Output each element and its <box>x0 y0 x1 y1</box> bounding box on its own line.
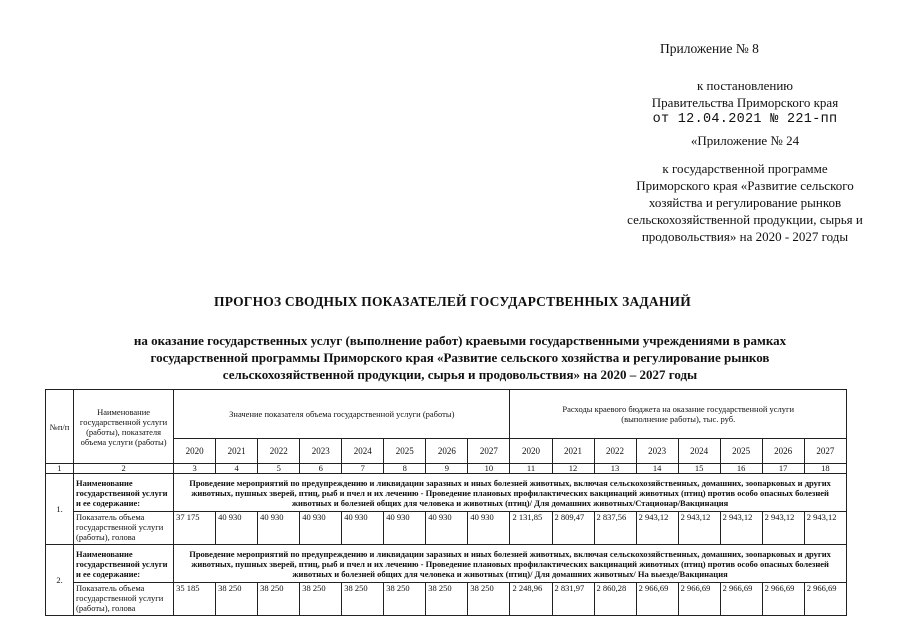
volume-cell: 40 930 <box>468 512 510 545</box>
volume-cell: 38 250 <box>468 583 510 616</box>
column-number: 4 <box>216 464 258 474</box>
volume-cell: 40 930 <box>258 512 300 545</box>
column-number: 3 <box>174 464 216 474</box>
indicator-label: Показатель объема государственной услуги (работы), голова <box>74 512 174 545</box>
budget-cell: 2 943,12 <box>720 512 762 545</box>
col-number-header: №п/п <box>46 390 74 464</box>
program-ref-line: сельскохозяйственной продукции, сырья и <box>627 212 863 227</box>
column-number: 6 <box>300 464 342 474</box>
year-header: 2023 <box>300 439 342 464</box>
volume-cell: 37 175 <box>174 512 216 545</box>
budget-cell: 2 831,97 <box>552 583 594 616</box>
indicator-row <box>46 512 847 545</box>
budget-cell: 2 943,12 <box>636 512 678 545</box>
volume-cell: 40 930 <box>426 512 468 545</box>
volume-cell: 38 250 <box>384 583 426 616</box>
column-number: 5 <box>258 464 300 474</box>
column-number: 1 <box>46 464 74 474</box>
column-number: 7 <box>342 464 384 474</box>
budget-cell: 2 943,12 <box>762 512 804 545</box>
budget-cell: 2 966,69 <box>720 583 762 616</box>
volume-cell: 38 250 <box>258 583 300 616</box>
year-header: 2025 <box>720 439 762 464</box>
budget-cell: 2 943,12 <box>804 512 846 545</box>
service-description: Проведение мероприятий по предупреждению и ликвидации заразных и иных болезней животных, включая сельскохозяйственных, домашних, зоопарковых и других животных, пушных зверей, птиц, рыб и пчел и их лечению - Проведение плановых профилактических вакцинаций животных (птиц) против особо опасных болезней животных и болезней общих для человека и животных (птиц)/ Для домашних животных/ На выезде/Вакцинация <box>174 545 847 583</box>
indicator-row <box>46 583 847 616</box>
budget-cell: 2 943,12 <box>678 512 720 545</box>
year-header: 2022 <box>594 439 636 464</box>
volume-cell: 35 185 <box>174 583 216 616</box>
volume-cell: 40 930 <box>384 512 426 545</box>
year-header: 2024 <box>678 439 720 464</box>
column-number: 14 <box>636 464 678 474</box>
section-row <box>46 474 847 512</box>
column-number: 18 <box>804 464 846 474</box>
budget-cell: 2 860,28 <box>594 583 636 616</box>
year-header: 2023 <box>636 439 678 464</box>
government-line: Правительства Приморского края <box>651 95 839 110</box>
section-row <box>46 545 847 583</box>
subtitle-line: на оказание государственных услуг (выполнение работ) краевыми государственными учреждениями в рамках <box>133 333 787 348</box>
column-number: 8 <box>384 464 426 474</box>
document-subtitle <box>115 332 805 383</box>
budget-cell: 2 837,56 <box>594 512 636 545</box>
appendix-24-line: «Приложение № 24 <box>690 133 800 148</box>
volume-cell: 38 250 <box>426 583 468 616</box>
indicator-label: Показатель объема государственной услуги (работы), голова <box>74 583 174 616</box>
year-header: 2026 <box>426 439 468 464</box>
col-name-header: Наименование государственной услуги (работы), показателя объема услуги (работы) <box>74 390 174 464</box>
document-title: ПРОГНОЗ СВОДНЫХ ПОКАЗАТЕЛЕЙ ГОСУДАРСТВЕННЫХ ЗАДАНИЙ <box>214 294 691 309</box>
year-header: 2027 <box>804 439 846 464</box>
year-header: 2020 <box>510 439 552 464</box>
appendix-number: Приложение № 8 <box>660 41 759 56</box>
subtitle-line: государственной программы Приморского края «Развитие сельского хозяйства и регулирование рынков <box>150 350 770 365</box>
program-ref-line: Приморского края «Развитие сельского <box>636 178 854 193</box>
year-header: 2020 <box>174 439 216 464</box>
budget-cell: 2 131,85 <box>510 512 552 545</box>
year-header: 2024 <box>342 439 384 464</box>
subtitle-line: сельскохозяйственной продукции, сырья и продовольствия» на 2020 – 2027 годы <box>222 367 698 382</box>
budget-cell: 2 966,69 <box>804 583 846 616</box>
decree-date-number: от 12.04.2021 № 221-пп <box>652 112 838 127</box>
column-number: 13 <box>594 464 636 474</box>
column-numbers-row <box>46 464 847 474</box>
program-ref-line: продовольствия» на 2020 - 2027 годы <box>641 229 849 244</box>
section-number: 2. <box>46 545 74 616</box>
service-description: Проведение мероприятий по предупреждению и ликвидации заразных и иных болезней животных, включая сельскохозяйственных, домашних, зоопарковых и других животных, пушных зверей, птиц, рыб и пчел и их лечению - Проведение плановых профилактических вакцинаций животных (птиц) против особо опасных болезней животных и болезней общих для человека и животных (птиц)/ Для домашних животных/Стационар/Вакцинация <box>174 474 847 512</box>
volume-cell: 38 250 <box>342 583 384 616</box>
column-number: 9 <box>426 464 468 474</box>
volume-cell: 40 930 <box>216 512 258 545</box>
column-number: 11 <box>510 464 552 474</box>
volume-group-header: Значение показателя объема государственной услуги (работы) <box>174 390 510 439</box>
header-row <box>46 390 847 439</box>
volume-cell: 38 250 <box>216 583 258 616</box>
year-header: 2022 <box>258 439 300 464</box>
volume-cell: 38 250 <box>300 583 342 616</box>
budget-cell: 2 809,47 <box>552 512 594 545</box>
year-header: 2025 <box>384 439 426 464</box>
budget-cell: 2 966,69 <box>636 583 678 616</box>
budget-cell: 2 248,96 <box>510 583 552 616</box>
section-name-label: Наименование государственной услуги и ее содержание: <box>74 545 174 583</box>
decree-reference <box>600 77 890 149</box>
to-decree-line: к постановлению <box>696 78 794 93</box>
year-header: 2021 <box>552 439 594 464</box>
program-reference <box>590 160 900 245</box>
column-number: 17 <box>762 464 804 474</box>
year-header: 2021 <box>216 439 258 464</box>
section-name-label: Наименование государственной услуги и ее содержание: <box>74 474 174 512</box>
column-number: 10 <box>468 464 510 474</box>
section-number: 1. <box>46 474 74 545</box>
column-number: 16 <box>720 464 762 474</box>
volume-cell: 40 930 <box>342 512 384 545</box>
budget-cell: 2 966,69 <box>678 583 720 616</box>
column-number: 12 <box>552 464 594 474</box>
indicators-table <box>45 389 847 616</box>
budget-cell: 2 966,69 <box>762 583 804 616</box>
column-number: 15 <box>678 464 720 474</box>
volume-cell: 40 930 <box>300 512 342 545</box>
program-ref-line: хозяйства и регулирование рынков <box>648 195 842 210</box>
budget-group-header: Расходы краевого бюджета на оказание государственной услуги (выполнение работы), тыс. руб. <box>510 390 847 439</box>
program-ref-line: к государственной программе <box>662 161 828 176</box>
column-number: 2 <box>74 464 174 474</box>
year-header: 2026 <box>762 439 804 464</box>
year-header: 2027 <box>468 439 510 464</box>
